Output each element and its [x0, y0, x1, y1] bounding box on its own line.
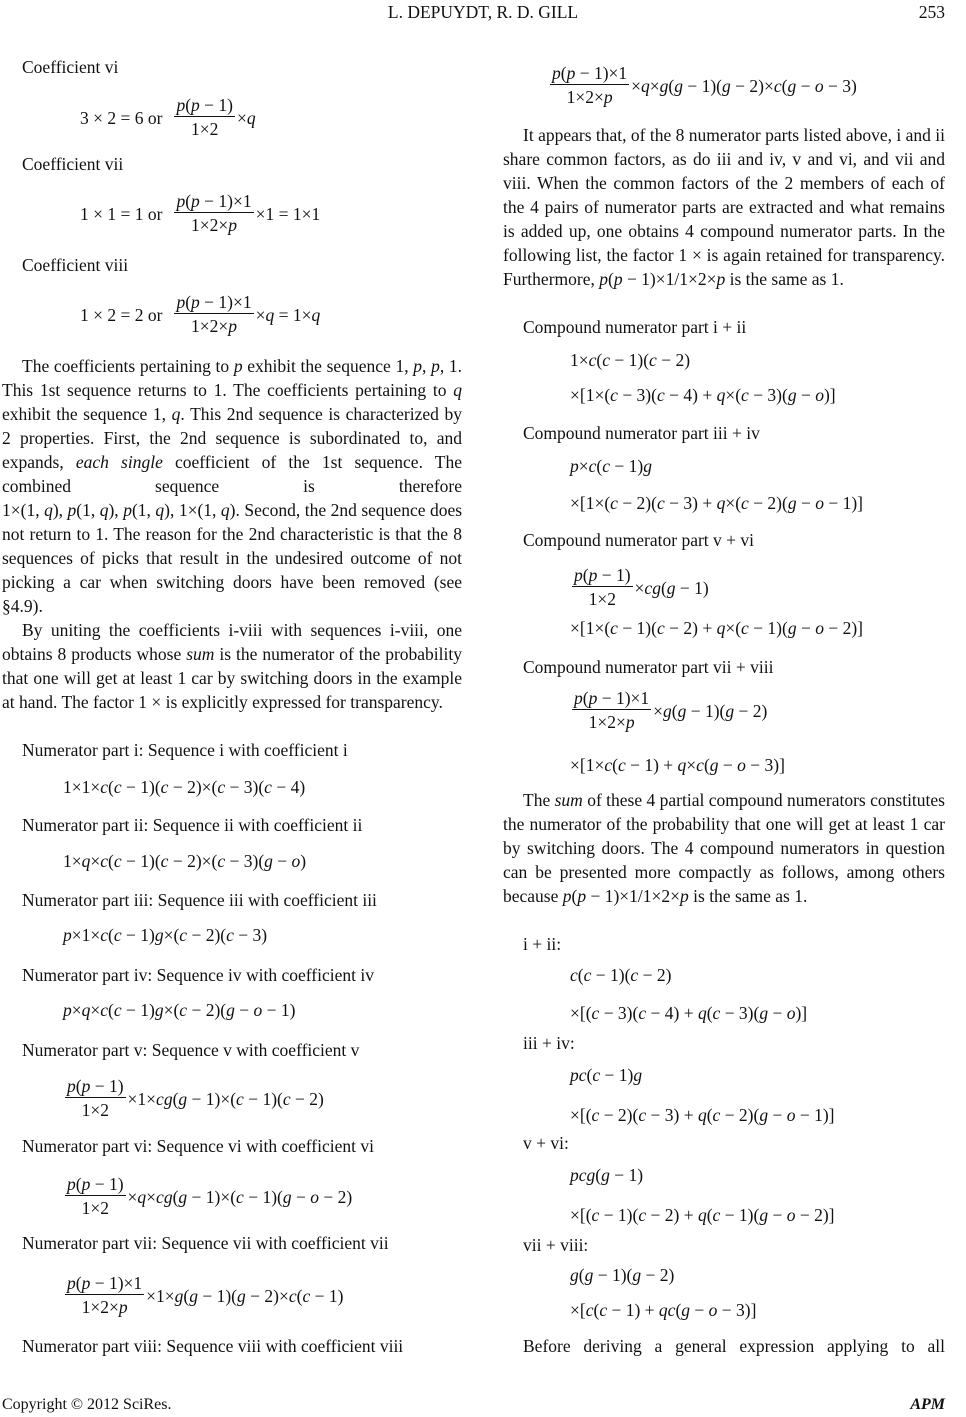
denominator: 1×2	[191, 119, 219, 139]
denominator: 1×2×p	[191, 316, 238, 336]
numerator-part-vii-formula	[63, 1272, 343, 1319]
text: coefficient of the 1st sequence. The combined sequence is therefore	[2, 452, 462, 496]
denominator: 1×2×p	[566, 87, 613, 107]
numerator-part-ii-label: Numerator part ii: Sequence ii with coefficient ii	[22, 815, 363, 835]
formula-rest: ×1×cg(g − 1)×(c − 1)(c − 2)	[127, 1088, 324, 1109]
text: The coefficients pertaining to	[22, 356, 234, 376]
formula-rhs: ×1 = 1×1	[255, 203, 321, 224]
compact-vii-viii-line1: g(g − 1)(g − 2)	[570, 1265, 675, 1285]
compact-i-ii-line1: c(c − 1)(c − 2)	[570, 965, 672, 985]
copyright: Copyright © 2012 SciRes.	[2, 1396, 172, 1413]
compact-v-vi-line2: ×[(c − 1)(c − 2) + q(c − 1)(g − o − 2)]	[570, 1205, 835, 1225]
text: is the numerator of the probability that one will get at least 1 car by switching doors in the example at hand. The factor 1 × is explicitly expressed for transparency.	[2, 644, 462, 712]
emphasis: each single	[75, 452, 163, 472]
text: is the same as 1.	[725, 269, 844, 289]
numerator: p(p − 1)	[67, 1174, 124, 1194]
compact-iii-iv-line1: pc(c − 1)g	[570, 1065, 643, 1085]
math-inline: 1×(1, q), p(1, q), p(1, q), 1×(1, q)	[2, 500, 236, 520]
text: . This 2nd sequence is characterized by 2 properties. First, the 2nd sequence is subordinated to, and expands,	[2, 404, 462, 472]
denominator: 1×2×p	[81, 1297, 128, 1317]
text: . This 1st sequence returns to 1. The coefficients pertaining to	[2, 356, 462, 400]
compact-vii-viii-line2: ×[c(c − 1) + qc(g − o − 3)]	[570, 1300, 757, 1320]
compound-i-ii-label: Compound numerator part i + ii	[523, 317, 747, 337]
text: . Second, the 2nd sequence does not return to 1. The reason for the 2nd characteristic is that the 8 sequences of picks that result in the undesired outcome of not picking a car when switching doors have been removed (see §4.9).	[2, 500, 463, 616]
denominator: 1×2×p	[191, 215, 238, 235]
compact-vii-viii-label: vii + viii:	[523, 1235, 589, 1255]
numerator-part-v-label: Numerator part v: Sequence v with coefficient v	[22, 1040, 360, 1060]
coefficient-vii-formula	[80, 190, 320, 237]
math-inline: q	[453, 380, 462, 400]
numerator: p(p − 1)	[574, 565, 631, 585]
text: By uniting the coefficients i-viii with sequences i-viii, one obtains 8 products whose	[2, 620, 462, 664]
paragraph-sum-compound	[503, 788, 945, 908]
compact-i-ii-label: i + ii:	[523, 934, 562, 954]
numerator-part-iv-formula: p×q×c(c − 1)g×(c − 2)(g − o − 1)	[63, 1000, 296, 1020]
formula-rhs: ×q = 1×q	[255, 304, 321, 325]
math-inline: p(p − 1)×1/1×2×p	[562, 886, 689, 906]
emphasis: sum	[554, 790, 583, 810]
paragraph-coefficient-sequences	[2, 354, 462, 618]
numerator-part-vii-label: Numerator part vii: Sequence vii with coefficient vii	[22, 1233, 389, 1253]
paragraph-before-deriving: Before deriving a general expression applying to all	[523, 1336, 945, 1356]
fraction	[65, 1075, 126, 1122]
compound-vii-viii-label: Compound numerator part vii + viii	[523, 657, 774, 677]
numerator: p(p − 1)×1	[176, 191, 252, 211]
paragraph-uniting-coefficients	[2, 618, 462, 714]
text: is the same as 1.	[688, 886, 808, 906]
compound-vii-viii-line2: ×[1×c(c − 1) + q×c(g − o − 3)]	[570, 755, 785, 775]
paragraph-common-factors	[503, 123, 945, 291]
fraction	[65, 1272, 144, 1319]
compound-v-vi-line1	[570, 564, 709, 611]
fraction	[550, 62, 629, 109]
numerator-part-v-formula	[63, 1075, 324, 1122]
numerator-part-vi-label: Numerator part vi: Sequence vi with coefficient vi	[22, 1136, 374, 1156]
compact-iii-iv-line2: ×[(c − 2)(c − 3) + q(c − 2)(g − o − 1)]	[570, 1105, 835, 1125]
fraction	[572, 687, 651, 734]
numerator: p(p − 1)×1	[574, 688, 650, 708]
fraction	[174, 94, 235, 141]
formula-lhs: 3 × 2 = 6 or	[80, 107, 163, 128]
compound-iii-iv-label: Compound numerator part iii + iv	[523, 423, 760, 443]
compound-iii-iv-line1: p×c(c − 1)g	[570, 456, 652, 476]
formula-rest: ×1×g(g − 1)(g − 2)×c(c − 1)	[146, 1285, 344, 1306]
text: of these 4 partial compound numerators constitutes the numerator of the probability that one will get at least 1 car by switching doors. The 4 compound numerators in question can be presented more compactly as follows, among others because	[503, 790, 945, 906]
compound-iii-iv-line2: ×[1×(c − 2)(c − 3) + q×(c − 2)(g − o − 1)]	[570, 493, 863, 513]
compound-v-vi-label: Compound numerator part v + vi	[523, 530, 755, 550]
denominator: 1×2	[81, 1100, 109, 1120]
text: exhibit the sequence	[2, 404, 153, 424]
math-inline: 1, p, p, 1	[395, 356, 458, 376]
numerator: p(p − 1)	[67, 1076, 124, 1096]
compact-i-ii-line2: ×[(c − 3)(c − 4) + q(c − 3)(g − o)]	[570, 1003, 808, 1023]
numerator-part-vi-formula	[63, 1173, 352, 1220]
compound-v-vi-line2: ×[1×(c − 1)(c − 2) + q×(c − 1)(g − o − 2)]	[570, 618, 863, 638]
compound-i-ii-line1: 1×c(c − 1)(c − 2)	[570, 350, 691, 370]
numerator-part-iv-label: Numerator part iv: Sequence iv with coefficient iv	[22, 965, 374, 985]
numerator-part-viii-formula	[548, 62, 857, 109]
compact-v-vi-label: v + vi:	[523, 1133, 569, 1153]
running-header: L. DEPUYDT, R. D. GILL	[387, 2, 579, 22]
coefficient-viii-formula	[80, 291, 320, 338]
numerator: p(p − 1)	[176, 95, 233, 115]
text: It appears that, of the 8 numerator parts listed above, i and ii share common factors, as do iii and iv, v and vi, and vii and viii. When the common factors of the 2 members of each of the 4 pairs of numerator parts are extracted and what remains is added up, one obtains 4 compound numerator parts. In the following list, the factor 1 × is again retained for transparency. Furthermore,	[503, 125, 945, 289]
formula-rest: ×q×g(g − 1)(g − 2)×c(g − o − 3)	[631, 75, 857, 96]
numerator-part-i-label: Numerator part i: Sequence i with coefficient i	[22, 740, 348, 760]
formula-rest: ×cg(g − 1)	[634, 577, 709, 598]
numerator: p(p − 1)×1	[176, 292, 252, 312]
compact-v-vi-line1: pcg(g − 1)	[570, 1165, 644, 1185]
text: The	[523, 790, 555, 810]
journal-abbreviation: APM	[910, 1396, 945, 1413]
fraction	[65, 1173, 126, 1220]
numerator-part-viii-label: Numerator part viii: Sequence viii with coefficient viii	[22, 1336, 404, 1356]
coefficient-vii-label: Coefficient vii	[22, 154, 124, 174]
math-inline: 1, q	[152, 404, 181, 424]
compound-vii-viii-line1	[570, 687, 767, 734]
compound-i-ii-line2: ×[1×(c − 3)(c − 4) + q×(c − 3)(g − o)]	[570, 385, 836, 405]
math-inline: p(p − 1)×1/1×2×p	[599, 269, 726, 289]
emphasis: sum	[186, 644, 215, 664]
formula-lhs: 1 × 2 = 2 or	[80, 304, 163, 325]
denominator: 1×2×p	[588, 712, 635, 732]
formula-lhs: 1 × 1 = 1 or	[80, 203, 163, 224]
denominator: 1×2	[81, 1198, 109, 1218]
fraction	[572, 564, 633, 611]
math-inline: p	[233, 356, 243, 376]
denominator: 1×2	[588, 589, 616, 609]
numerator-part-ii-formula: 1×q×c(c − 1)(c − 2)×(c − 3)(g − o)	[63, 851, 307, 871]
numerator-part-iii-label: Numerator part iii: Sequence iii with coefficient iii	[22, 890, 377, 910]
numerator: p(p − 1)×1	[67, 1273, 143, 1293]
formula-rhs: ×q	[236, 107, 256, 128]
numerator-part-iii-formula: p×1×c(c − 1)g×(c − 2)(c − 3)	[63, 925, 268, 945]
numerator-part-i-formula: 1×1×c(c − 1)(c − 2)×(c − 3)(c − 4)	[63, 777, 306, 797]
coefficient-vi-label: Coefficient vi	[22, 57, 119, 77]
numerator: p(p − 1)×1	[552, 63, 628, 83]
fraction	[174, 190, 253, 237]
coefficient-vi-formula	[80, 94, 256, 141]
compact-iii-iv-label: iii + iv:	[523, 1033, 575, 1053]
coefficient-viii-label: Coefficient viii	[22, 255, 129, 275]
page-number: 253	[918, 2, 945, 22]
text: exhibit the sequence	[242, 356, 396, 376]
fraction	[174, 291, 253, 338]
formula-rest: ×g(g − 1)(g − 2)	[653, 700, 768, 721]
formula-rest: ×q×cg(g − 1)×(c − 1)(g − o − 2)	[127, 1186, 353, 1207]
